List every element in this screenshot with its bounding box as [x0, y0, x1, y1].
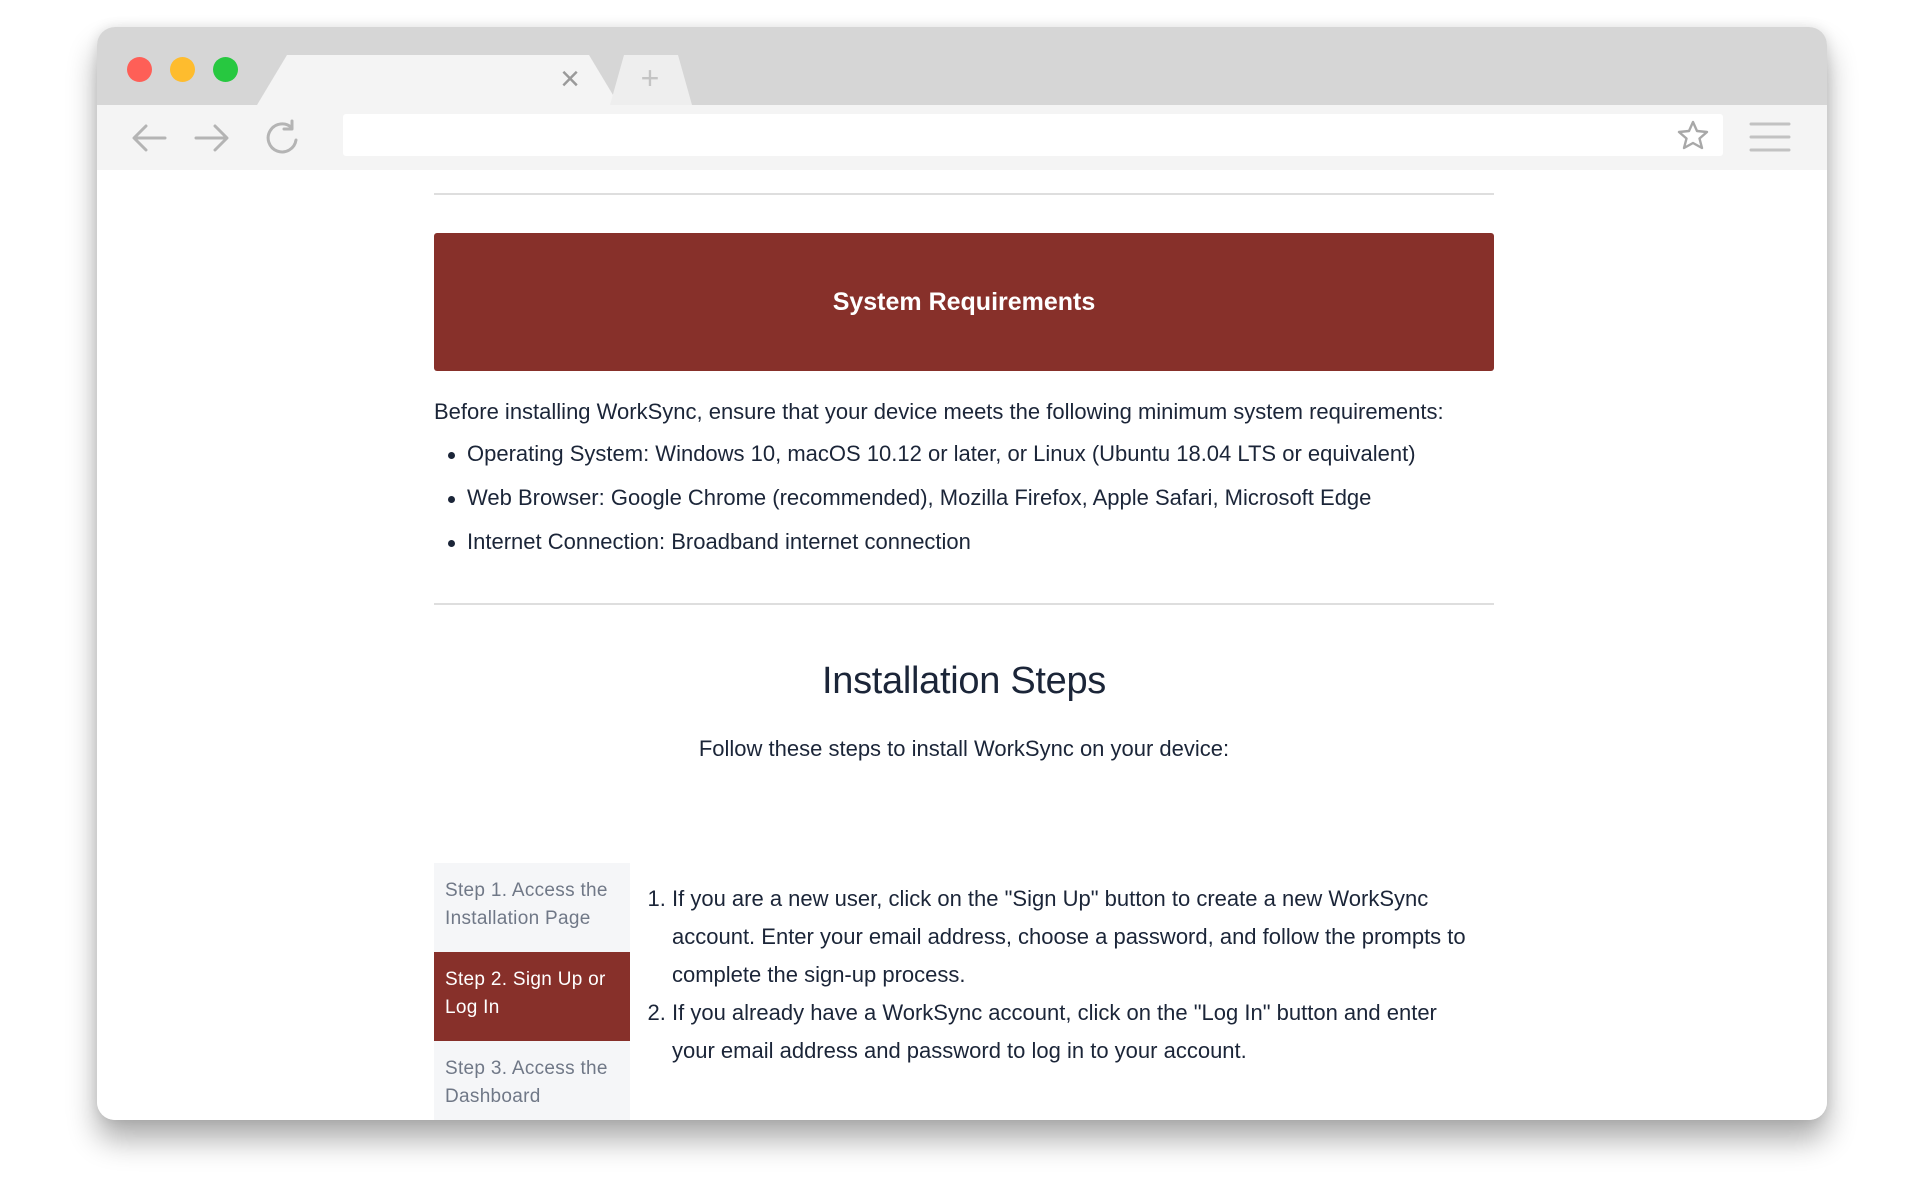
requirements-intro: Before installing WorkSync, ensure that your device meets the following minimum system requirements: — [434, 399, 1444, 424]
hamburger-menu-icon[interactable] — [1749, 120, 1791, 154]
arrow-left-icon[interactable] — [129, 119, 169, 157]
tab-step-1[interactable]: Step 1. Access the Installation Page — [434, 863, 630, 952]
list-item: Operating System: Windows 10, macOS 10.12 or later, or Linux (Ubuntu 18.04 LTS or equivalent) — [434, 438, 1494, 482]
list-item: Internet Connection: Broadband internet connection — [434, 526, 1494, 570]
plus-icon[interactable]: + — [640, 60, 660, 96]
step-instructions — [645, 880, 1485, 1070]
section-title: System Requirements — [832, 287, 1096, 316]
star-icon[interactable] — [1677, 120, 1709, 150]
browser-toolbar — [97, 105, 1827, 170]
list-item: 1. If you are a new user, click on the "Sign Up" button to create a new WorkSync account. Enter your email address, choose a password, and follow the prompts to complete the sign-up process. — [672, 880, 1485, 994]
system-requirements-banner — [434, 233, 1494, 371]
browser-window — [97, 27, 1827, 1120]
address-bar[interactable] — [343, 114, 1723, 156]
list-item: Web Browser: Google Chrome (recommended), Mozilla Firefox, Apple Safari, Microsoft Edge — [434, 482, 1494, 526]
minimize-window-button[interactable] — [170, 57, 195, 82]
divider — [434, 603, 1494, 605]
installation-subtitle: Follow these steps to install WorkSync on your device: — [698, 736, 1230, 761]
browser-titlebar — [97, 27, 1827, 105]
arrow-right-icon[interactable] — [192, 119, 232, 157]
tab-step-2[interactable]: Step 2. Sign Up or Log In — [434, 952, 630, 1041]
page-title: Installation Steps — [822, 660, 1106, 702]
tab-step-3[interactable]: Step 3. Access the Dashboard — [434, 1041, 630, 1120]
close-window-button[interactable] — [127, 57, 152, 82]
close-icon[interactable]: × — [560, 60, 580, 98]
divider — [434, 193, 1494, 195]
step-tabs — [434, 863, 630, 1120]
maximize-window-button[interactable] — [213, 57, 238, 82]
list-item: 2. If you already have a WorkSync account, click on the "Log In" button and enter your email address and password to log in to your account. — [672, 994, 1485, 1070]
requirements-list — [434, 438, 1494, 570]
step-content — [645, 880, 1485, 1070]
page-content — [97, 170, 1827, 1120]
reload-icon[interactable] — [262, 119, 302, 157]
